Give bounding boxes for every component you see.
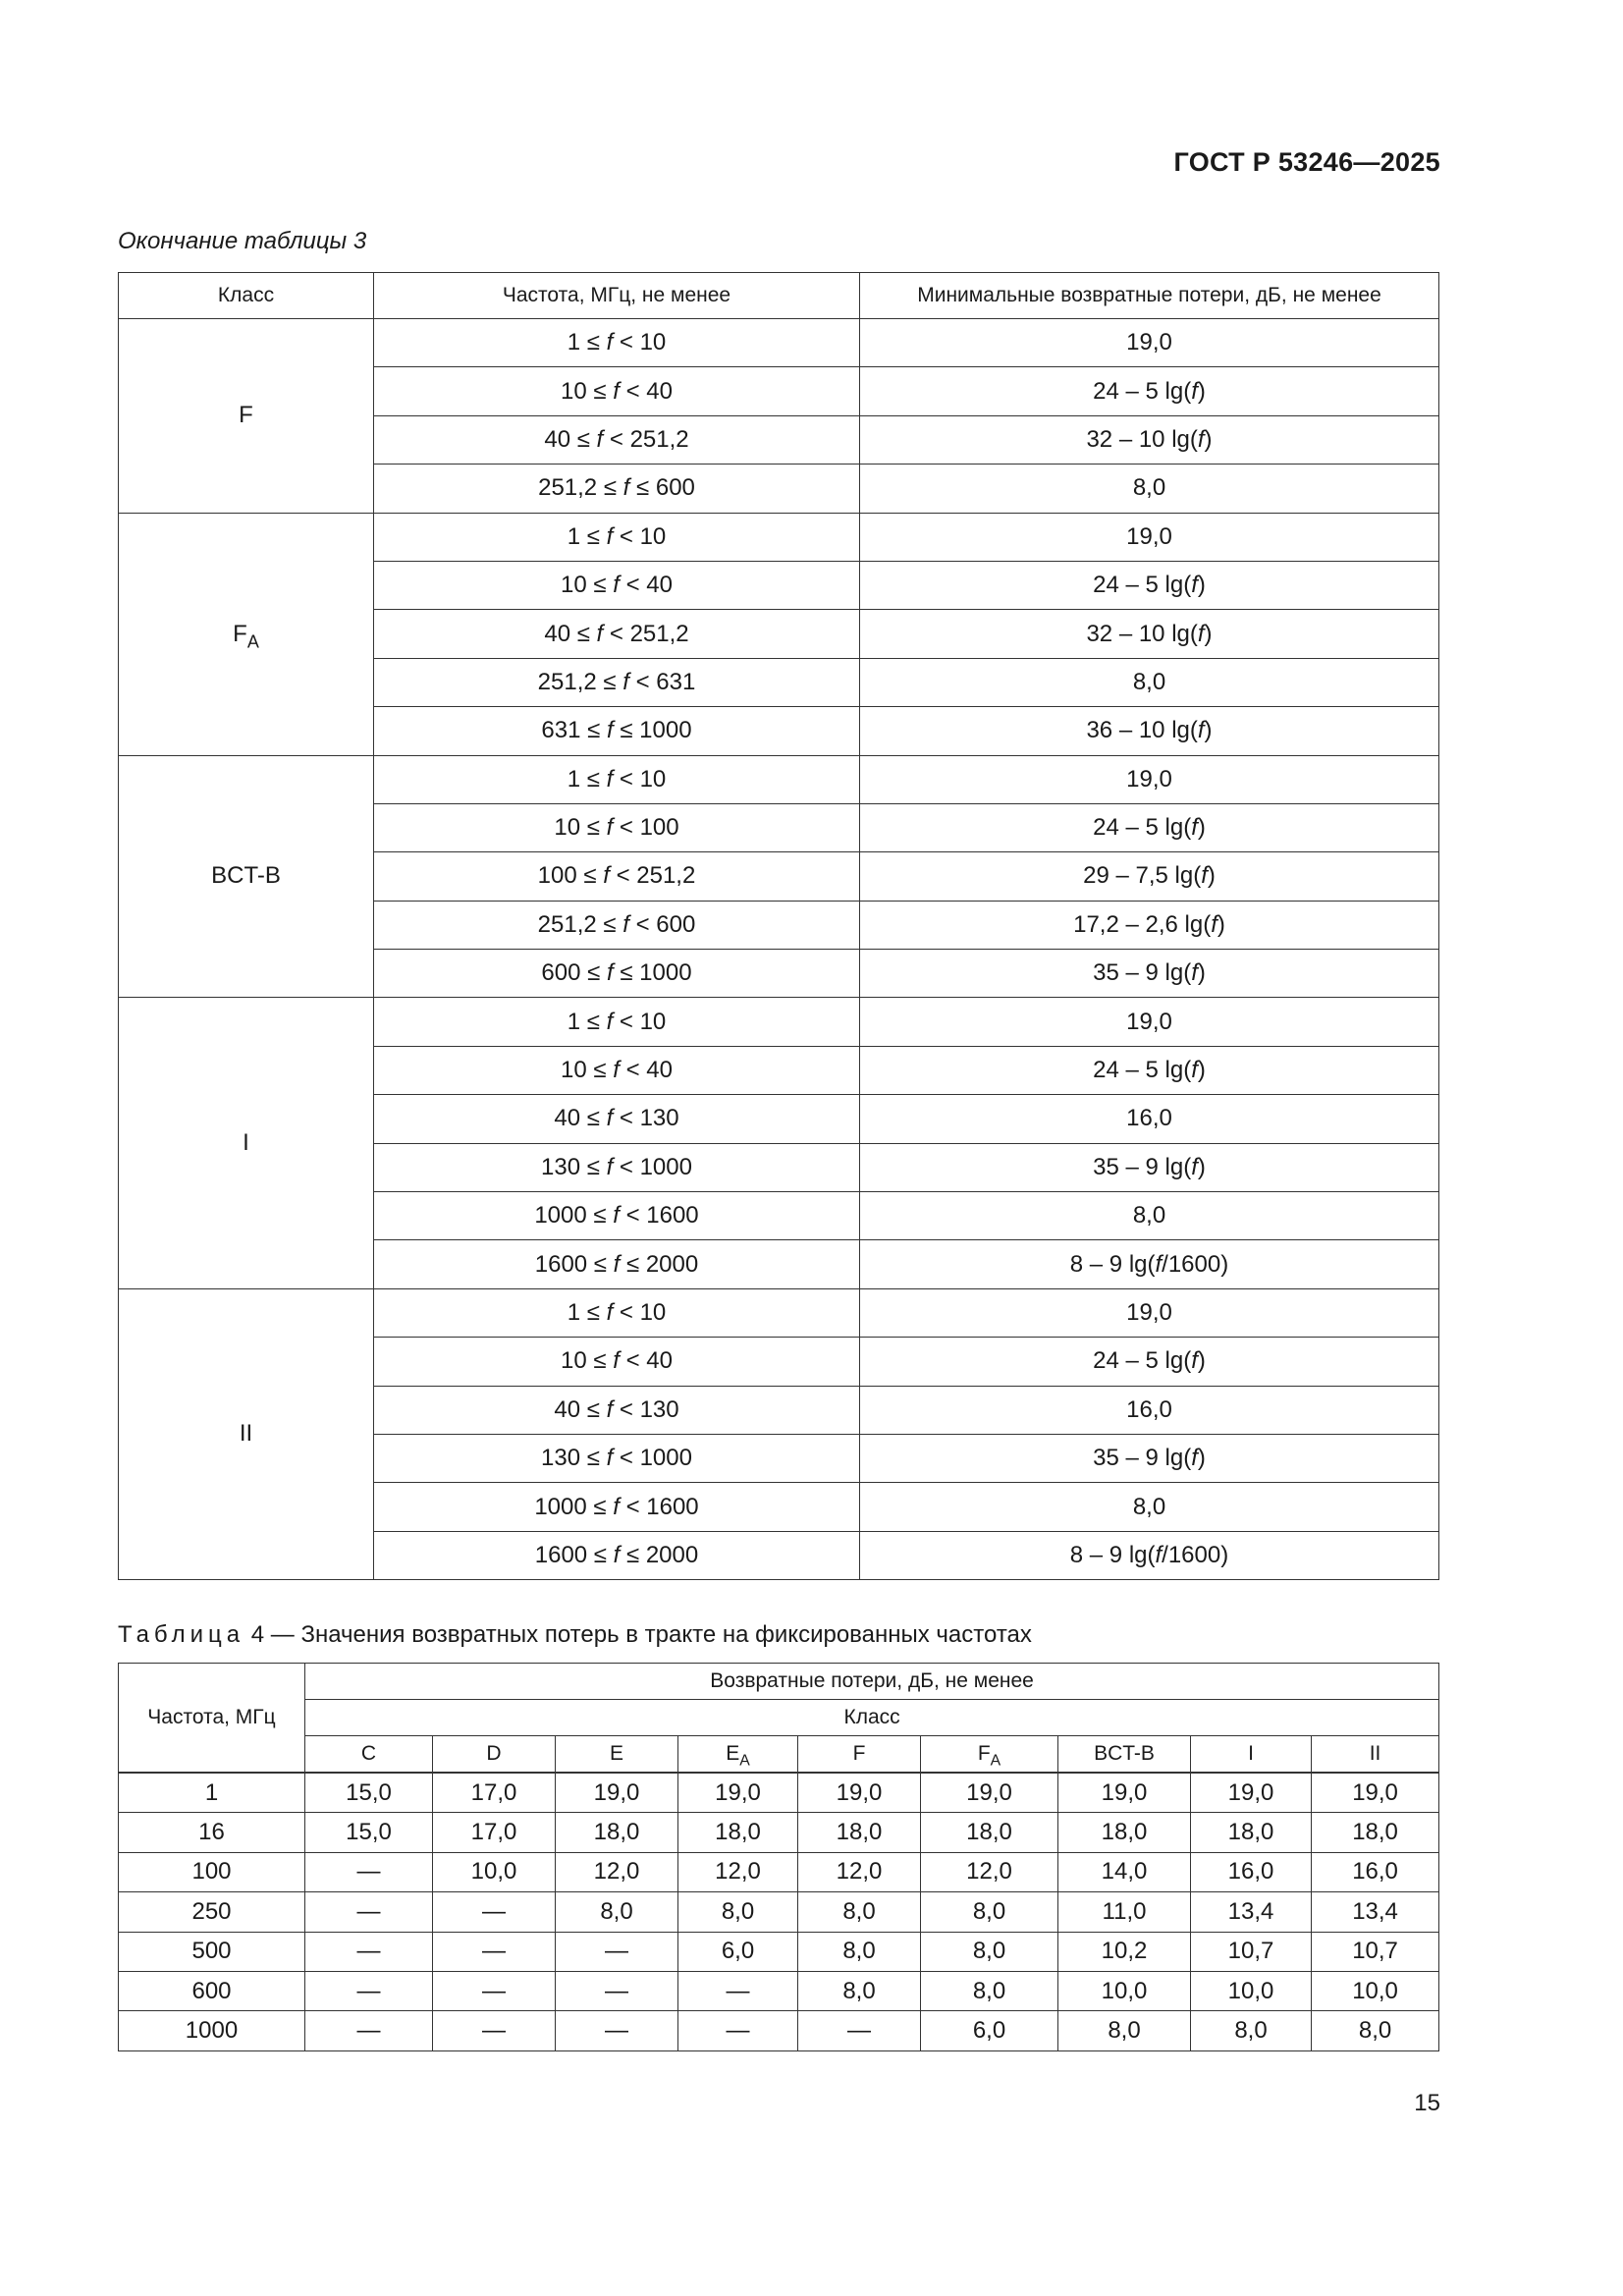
return-loss-cell: 8,0 [798, 1892, 921, 1932]
table3 [118, 272, 1439, 1580]
frequency-range-cell [374, 901, 860, 949]
return-loss-cell: 8,0 [860, 1192, 1439, 1240]
return-loss-cell: 32 – 10 lg(f) [860, 610, 1439, 658]
document-code: ГОСТ Р 53246—2025 [1173, 147, 1440, 177]
return-loss-cell: 19,0 [798, 1773, 921, 1813]
frequency-variable: f [606, 1008, 614, 1035]
frequency-variable: f [622, 474, 630, 502]
frequency-range-cell [374, 319, 860, 367]
return-loss-cell: 10,0 [1191, 1971, 1312, 2010]
frequency-variable: f [603, 862, 610, 890]
class-label: II [239, 1420, 253, 1448]
range-lower: 10 ≤ [561, 1057, 614, 1084]
return-loss-cell: 18,0 [1191, 1813, 1312, 1852]
table3-col-return-loss: Минимальные возвратные потери, дБ, не менее [860, 273, 1439, 319]
return-loss-cell: 29 – 7,5 lg(f) [860, 852, 1439, 901]
range-lower: 10 ≤ [561, 377, 614, 405]
range-upper: < 40 [619, 1347, 673, 1375]
return-loss-cell: 24 – 5 lg(f) [860, 1046, 1439, 1094]
return-loss-cell: 14,0 [1058, 1852, 1191, 1891]
frequency-cell: 16 [119, 1813, 305, 1852]
range-upper: < 1600 [619, 1202, 699, 1230]
range-upper: < 10 [613, 1299, 667, 1326]
table4-class-header [798, 1736, 921, 1774]
frequency-variable: f [606, 814, 614, 842]
range-upper: < 251,2 [603, 425, 689, 453]
range-lower: 100 ≤ [537, 862, 604, 890]
class-label: D [486, 1742, 502, 1765]
range-lower: 10 ≤ [554, 814, 607, 842]
range-upper: ≤ 2000 [620, 1250, 699, 1278]
frequency-variable: f [613, 572, 620, 599]
frequency-range-cell [374, 803, 860, 851]
return-loss-cell: 32 – 10 lg(f) [860, 415, 1439, 464]
table-row [119, 1971, 1439, 2010]
return-loss-cell: 10,2 [1058, 1932, 1191, 1971]
table-row [119, 1773, 1439, 1813]
frequency-range-cell [374, 465, 860, 513]
return-loss-cell: 36 – 10 lg(f) [860, 707, 1439, 755]
table-row [119, 1813, 1439, 1852]
range-upper: < 40 [619, 572, 673, 599]
table3-header-row [119, 273, 1439, 319]
frequency-range-cell [374, 561, 860, 609]
range-lower: 10 ≤ [561, 1347, 614, 1375]
table3-col-frequency: Частота, МГц, не менее [374, 273, 860, 319]
return-loss-cell: 19,0 [860, 513, 1439, 561]
class-label: F [852, 1742, 866, 1765]
table-row [119, 1932, 1439, 1971]
return-loss-cell: — [556, 1971, 678, 2010]
frequency-range-cell [374, 1531, 860, 1579]
range-lower: 130 ≤ [541, 1445, 607, 1472]
frequency-range-cell [374, 1386, 860, 1434]
range-upper: < 1600 [619, 1493, 699, 1520]
return-loss-cell: — [433, 1932, 556, 1971]
return-loss-cell: 15,0 [305, 1813, 433, 1852]
return-loss-cell: 8,0 [556, 1892, 678, 1932]
frequency-variable: f [596, 620, 604, 647]
range-lower: 251,2 ≤ [537, 668, 623, 695]
frequency-range-cell [374, 1338, 860, 1386]
return-loss-cell: 17,0 [433, 1813, 556, 1852]
frequency-variable: f [606, 1445, 614, 1472]
range-lower: 40 ≤ [544, 425, 597, 453]
return-loss-cell: 8,0 [860, 658, 1439, 706]
return-loss-cell: 8,0 [860, 1483, 1439, 1531]
table4-class-header [921, 1736, 1058, 1774]
class-label: F [977, 1742, 991, 1765]
frequency-variable: f [606, 1105, 614, 1132]
frequency-variable: f [606, 717, 614, 744]
frequency-variable: f [606, 522, 614, 550]
frequency-variable: f [622, 668, 629, 695]
frequency-variable: f [606, 959, 614, 987]
table3-body [119, 319, 1439, 1580]
return-loss-cell: 16,0 [1191, 1852, 1312, 1891]
return-loss-cell: — [798, 2011, 921, 2050]
return-loss-cell: 15,0 [305, 1773, 433, 1813]
table4-body [119, 1773, 1439, 2050]
frequency-range-cell [374, 1483, 860, 1531]
frequency-cell: 250 [119, 1892, 305, 1932]
frequency-variable: f [622, 910, 629, 938]
table4-class-header [305, 1736, 433, 1774]
class-label: BCT-B [211, 862, 281, 890]
class-cell [119, 319, 374, 514]
frequency-range-cell [374, 1288, 860, 1337]
range-lower: 40 ≤ [544, 620, 597, 647]
return-loss-cell: 6,0 [921, 2011, 1058, 2050]
return-loss-cell: 19,0 [556, 1773, 678, 1813]
return-loss-cell: — [305, 1852, 433, 1891]
return-loss-cell: — [433, 1892, 556, 1932]
table4-caption-text: 4 — Значения возвратных потерь в тракте на фиксированных частотах [244, 1621, 1032, 1648]
class-subscript: A [990, 1752, 1001, 1770]
return-loss-cell: 16,0 [860, 1386, 1439, 1434]
table4-header-row-1 [119, 1664, 1439, 1700]
range-upper: < 251,2 [609, 862, 696, 890]
frequency-variable: f [613, 1250, 621, 1278]
frequency-range-cell [374, 367, 860, 415]
return-loss-cell: 12,0 [556, 1852, 678, 1891]
return-loss-cell: 24 – 5 lg(f) [860, 803, 1439, 851]
frequency-range-cell [374, 415, 860, 464]
range-lower: 251,2 ≤ [538, 474, 623, 502]
return-loss-cell: 16,0 [1312, 1852, 1439, 1891]
table4-class-header [678, 1736, 798, 1774]
range-lower: 600 ≤ [541, 959, 607, 987]
frequency-variable: f [606, 765, 614, 793]
range-upper: ≤ 1000 [613, 717, 692, 744]
return-loss-cell: 8,0 [921, 1932, 1058, 1971]
return-loss-cell: 8,0 [678, 1892, 798, 1932]
return-loss-cell: 10,0 [1058, 1971, 1191, 2010]
range-upper: < 600 [628, 910, 696, 938]
frequency-range-cell [374, 707, 860, 755]
return-loss-cell: — [678, 1971, 798, 2010]
table4-col-frequency: Частота, МГц [119, 1664, 305, 1774]
frequency-range-cell [374, 998, 860, 1046]
frequency-variable: f [606, 1299, 614, 1326]
frequency-variable: f [606, 1153, 614, 1180]
return-loss-cell: 16,0 [860, 1095, 1439, 1143]
return-loss-cell: 35 – 9 lg(f) [860, 1143, 1439, 1191]
class-label: I [243, 1129, 249, 1157]
range-upper: < 130 [613, 1395, 679, 1423]
return-loss-cell: 8,0 [921, 1892, 1058, 1932]
return-loss-cell: — [556, 1932, 678, 1971]
table-row [119, 1852, 1439, 1891]
return-loss-cell: — [433, 1971, 556, 2010]
frequency-variable: f [613, 1493, 620, 1520]
return-loss-cell: 10,0 [1312, 1971, 1439, 2010]
return-loss-cell: — [305, 1932, 433, 1971]
range-lower: 1000 ≤ [534, 1493, 614, 1520]
class-subscript: A [739, 1752, 750, 1770]
table4-col-class-group: Класс [305, 1700, 1439, 1736]
range-lower: 40 ≤ [554, 1395, 607, 1423]
return-loss-cell: 11,0 [1058, 1892, 1191, 1932]
range-lower: 631 ≤ [541, 717, 607, 744]
return-loss-cell: 19,0 [860, 998, 1439, 1046]
frequency-cell: 100 [119, 1852, 305, 1891]
return-loss-cell: 13,4 [1312, 1892, 1439, 1932]
class-label: F [239, 402, 253, 429]
frequency-cell: 1 [119, 1773, 305, 1813]
return-loss-cell: 19,0 [921, 1773, 1058, 1813]
range-upper: < 10 [613, 522, 667, 550]
return-loss-cell: 19,0 [1191, 1773, 1312, 1813]
return-loss-cell: 18,0 [1058, 1813, 1191, 1852]
table4-header-row-3 [119, 1736, 1439, 1774]
range-upper: < 1000 [613, 1153, 692, 1180]
range-lower: 1 ≤ [567, 765, 607, 793]
return-loss-cell: 10,7 [1312, 1932, 1439, 1971]
range-lower: 1600 ≤ [534, 1541, 614, 1568]
class-label: I [1248, 1742, 1254, 1765]
range-upper: < 631 [628, 668, 696, 695]
range-upper: < 251,2 [603, 620, 689, 647]
range-lower: 1 ≤ [567, 1008, 607, 1035]
return-loss-cell: 19,0 [1312, 1773, 1439, 1813]
return-loss-cell: 18,0 [556, 1813, 678, 1852]
frequency-range-cell [374, 1143, 860, 1191]
frequency-range-cell [374, 1095, 860, 1143]
table4-head [119, 1664, 1439, 1774]
range-lower: 1600 ≤ [534, 1250, 614, 1278]
range-upper: < 1000 [613, 1445, 692, 1472]
frequency-range-cell [374, 1240, 860, 1288]
range-upper: < 10 [613, 1008, 667, 1035]
return-loss-cell: 18,0 [798, 1813, 921, 1852]
class-cell [119, 1288, 374, 1579]
return-loss-cell: 8,0 [1312, 2011, 1439, 2050]
table4-caption-word: Таблица [118, 1621, 245, 1648]
return-loss-cell: 8,0 [798, 1971, 921, 2010]
return-loss-cell: 24 – 5 lg(f) [860, 561, 1439, 609]
class-label: E [726, 1742, 740, 1765]
range-upper: < 130 [613, 1105, 679, 1132]
frequency-variable: f [613, 1057, 620, 1084]
range-lower: 1000 ≤ [534, 1202, 614, 1230]
range-upper: ≤ 1000 [613, 959, 692, 987]
table4-class-header [556, 1736, 678, 1774]
return-loss-cell: 8,0 [798, 1932, 921, 1971]
frequency-cell: 1000 [119, 2011, 305, 2050]
frequency-range-cell [374, 1046, 860, 1094]
return-loss-cell: 8 – 9 lg(f/1600) [860, 1240, 1439, 1288]
range-upper: ≤ 2000 [620, 1541, 699, 1568]
class-cell [119, 513, 374, 755]
return-loss-cell: 8,0 [1191, 2011, 1312, 2050]
return-loss-cell: 24 – 5 lg(f) [860, 1338, 1439, 1386]
table-row [119, 755, 1439, 803]
table3-caption: Окончание таблицы 3 [118, 228, 367, 254]
table4-class-header [1191, 1736, 1312, 1774]
frequency-range-cell [374, 852, 860, 901]
return-loss-cell: — [305, 2011, 433, 2050]
range-lower: 40 ≤ [554, 1105, 607, 1132]
frequency-range-cell [374, 610, 860, 658]
frequency-range-cell [374, 755, 860, 803]
frequency-range-cell [374, 513, 860, 561]
range-upper: < 100 [613, 814, 679, 842]
return-loss-cell: 17,0 [433, 1773, 556, 1813]
frequency-variable: f [613, 1541, 621, 1568]
range-upper: < 40 [619, 1057, 673, 1084]
return-loss-cell: 24 – 5 lg(f) [860, 367, 1439, 415]
return-loss-cell: 18,0 [678, 1813, 798, 1852]
return-loss-cell: 10,7 [1191, 1932, 1312, 1971]
class-label: BCT-B [1094, 1742, 1155, 1765]
frequency-range-cell [374, 1192, 860, 1240]
return-loss-cell: 19,0 [1058, 1773, 1191, 1813]
class-cell [119, 755, 374, 998]
range-lower: 10 ≤ [561, 572, 614, 599]
return-loss-cell: 19,0 [678, 1773, 798, 1813]
return-loss-cell: 18,0 [1312, 1813, 1439, 1852]
page-number: 15 [1414, 2090, 1440, 2116]
table4-header-row-2 [119, 1700, 1439, 1736]
return-loss-cell: 35 – 9 lg(f) [860, 1434, 1439, 1482]
class-label: F [233, 620, 247, 647]
frequency-variable: f [596, 425, 604, 453]
frequency-variable: f [613, 377, 620, 405]
table-row [119, 2011, 1439, 2050]
range-lower: 1 ≤ [567, 329, 607, 356]
table-row [119, 1288, 1439, 1337]
table4-class-header [1058, 1736, 1191, 1774]
return-loss-cell: 19,0 [860, 1288, 1439, 1337]
table-row [119, 513, 1439, 561]
return-loss-cell: 18,0 [921, 1813, 1058, 1852]
range-upper: < 10 [613, 765, 667, 793]
range-lower: 1 ≤ [567, 522, 607, 550]
return-loss-cell: 19,0 [860, 319, 1439, 367]
class-label: C [360, 1742, 377, 1765]
table4-class-header [1312, 1736, 1439, 1774]
frequency-variable: f [613, 1347, 620, 1375]
return-loss-cell: — [556, 2011, 678, 2050]
table4-class-header [433, 1736, 556, 1774]
range-upper: ≤ 600 [629, 474, 695, 502]
table-row [119, 1892, 1439, 1932]
table-row [119, 319, 1439, 367]
frequency-variable: f [613, 1202, 620, 1230]
return-loss-cell: — [433, 2011, 556, 2050]
return-loss-cell: 8 – 9 lg(f/1600) [860, 1531, 1439, 1579]
range-upper: < 10 [613, 329, 667, 356]
return-loss-cell: 19,0 [860, 755, 1439, 803]
class-label: E [609, 1742, 623, 1765]
range-upper: < 40 [619, 377, 673, 405]
range-lower: 130 ≤ [541, 1153, 607, 1180]
range-lower: 251,2 ≤ [537, 910, 623, 938]
frequency-range-cell [374, 1434, 860, 1482]
table4-caption [118, 1621, 1032, 1649]
table4 [118, 1663, 1439, 2051]
return-loss-cell: 10,0 [433, 1852, 556, 1891]
frequency-variable: f [606, 1395, 614, 1423]
return-loss-cell: 12,0 [678, 1852, 798, 1891]
range-lower: 1 ≤ [567, 1299, 607, 1326]
table4-col-return-loss: Возвратные потери, дБ, не менее [305, 1664, 1439, 1700]
return-loss-cell: 8,0 [1058, 2011, 1191, 2050]
frequency-variable: f [606, 329, 614, 356]
frequency-cell: 500 [119, 1932, 305, 1971]
frequency-range-cell [374, 658, 860, 706]
return-loss-cell: 17,2 – 2,6 lg(f) [860, 901, 1439, 949]
class-label: II [1369, 1742, 1381, 1765]
return-loss-cell: 12,0 [921, 1852, 1058, 1891]
return-loss-cell: — [305, 1971, 433, 2010]
frequency-cell: 600 [119, 1971, 305, 2010]
table-row [119, 998, 1439, 1046]
table3-col-class: Класс [119, 273, 374, 319]
return-loss-cell: 8,0 [921, 1971, 1058, 2010]
frequency-range-cell [374, 950, 860, 998]
return-loss-cell: 13,4 [1191, 1892, 1312, 1932]
return-loss-cell: 6,0 [678, 1932, 798, 1971]
return-loss-cell: 35 – 9 lg(f) [860, 950, 1439, 998]
return-loss-cell: — [678, 2011, 798, 2050]
class-cell [119, 998, 374, 1288]
return-loss-cell: 8,0 [860, 465, 1439, 513]
class-subscript: A [246, 630, 259, 651]
return-loss-cell: — [305, 1892, 433, 1932]
return-loss-cell: 12,0 [798, 1852, 921, 1891]
